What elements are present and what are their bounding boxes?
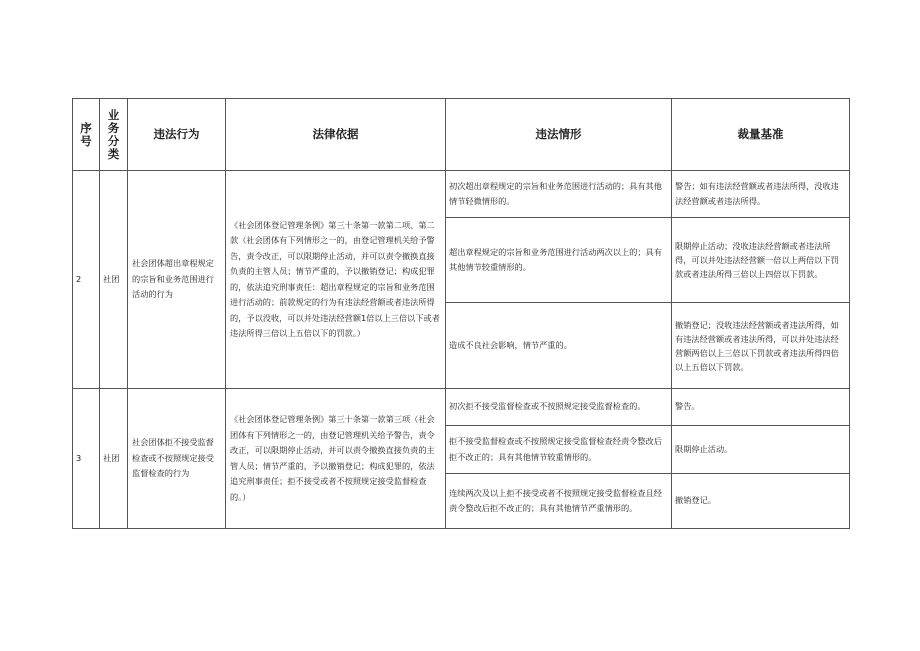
- header-behavior: 违法行为: [128, 99, 226, 171]
- table-row: [73, 171, 850, 218]
- situation-cell: 连续两次及以上拒不接受或者不按照规定接受监督检查且经责令整改后拒不改正的；具有其他情节严重情形的。: [446, 474, 672, 529]
- header-category: 业务分类: [100, 99, 128, 171]
- situation-cell: 拒不接受监督检查或不按照规定接受监督检查经责令整改后拒不改正的；具有其他情节较重情形的。: [446, 426, 672, 474]
- situation-cell: 初次拒不接受监督检查或不按照规定接受监督检查的。: [446, 389, 672, 426]
- legal-basis-cell: 《社会团体登记管理条例》第三十条第一款第二项、第二款（社会团体有下列情形之一的，由登记管理机关给予警告，责令改正，可以限期停止活动，并可以责令撤换直接负责的主管人员；情节严重的，予以撤销登记；构成犯罪的，依法追究刑事责任：超出章程规定的宗旨和业务范围进行活动的；前款规定的行为有违法经营额或者违法所得的，予以没收，可以并处违法经营额1倍以上三倍以下或者违法所得三倍以上五倍以下的罚款。）: [226, 171, 446, 389]
- header-legal-basis: 法律依据: [226, 99, 446, 171]
- standard-cell: 警告。: [672, 389, 850, 426]
- behavior-cell: 社会团体超出章程规定的宗旨和业务范围进行活动的行为: [128, 171, 226, 389]
- category-cell: 社团: [100, 389, 128, 529]
- situation-cell: 超出章程规定的宗旨和业务范围进行活动两次以上的；具有其他情节较重情形的。: [446, 218, 672, 303]
- standard-cell: 撤销登记。: [672, 474, 850, 529]
- header-row: [73, 99, 850, 171]
- seq-cell: 2: [73, 171, 100, 389]
- situation-cell: 造成不良社会影响，情节严重的。: [446, 303, 672, 389]
- header-situation: 违法情形: [446, 99, 672, 171]
- standard-cell: 撤销登记；没收违法经营额或者违法所得，如有违法经营额或者违法所得，可以并处违法经营额两倍以上三倍以下罚款或者违法所得四倍以上五倍以下罚款。: [672, 303, 850, 389]
- standard-cell: 限期停止活动；没收违法经营额或者违法所得，可以并处违法经营额一倍以上两倍以下罚款或者违法所得三倍以上四倍以下罚款。: [672, 218, 850, 303]
- category-cell: 社团: [100, 171, 128, 389]
- header-seq: 序号: [73, 99, 100, 171]
- legal-basis-cell: 《社会团体登记管理条例》第三十条第一款第三项（社会团体有下列情形之一的，由登记管理机关给予警告，责令改正，可以限期停止活动，并可以责令撤换直接负责的主管人员；情节严重的，予以撤销登记；构成犯罪的，依法追究刑事责任；拒不接受或者不按照规定接受监督检查的。）: [226, 389, 446, 529]
- table-row: [73, 389, 850, 426]
- standard-cell: 警告；如有违法经营额或者违法所得，没收违法经营额或者违法所得。: [672, 171, 850, 218]
- situation-cell: 初次超出章程规定的宗旨和业务范围进行活动的；具有其他情节轻微情形的。: [446, 171, 672, 218]
- behavior-cell: 社会团体拒不接受监督检查或不按照规定接受监督检查的行为: [128, 389, 226, 529]
- standard-cell: 限期停止活动。: [672, 426, 850, 474]
- header-standard: 裁量基准: [672, 99, 850, 171]
- penalty-discretion-table: [72, 98, 850, 529]
- seq-cell: 3: [73, 389, 100, 529]
